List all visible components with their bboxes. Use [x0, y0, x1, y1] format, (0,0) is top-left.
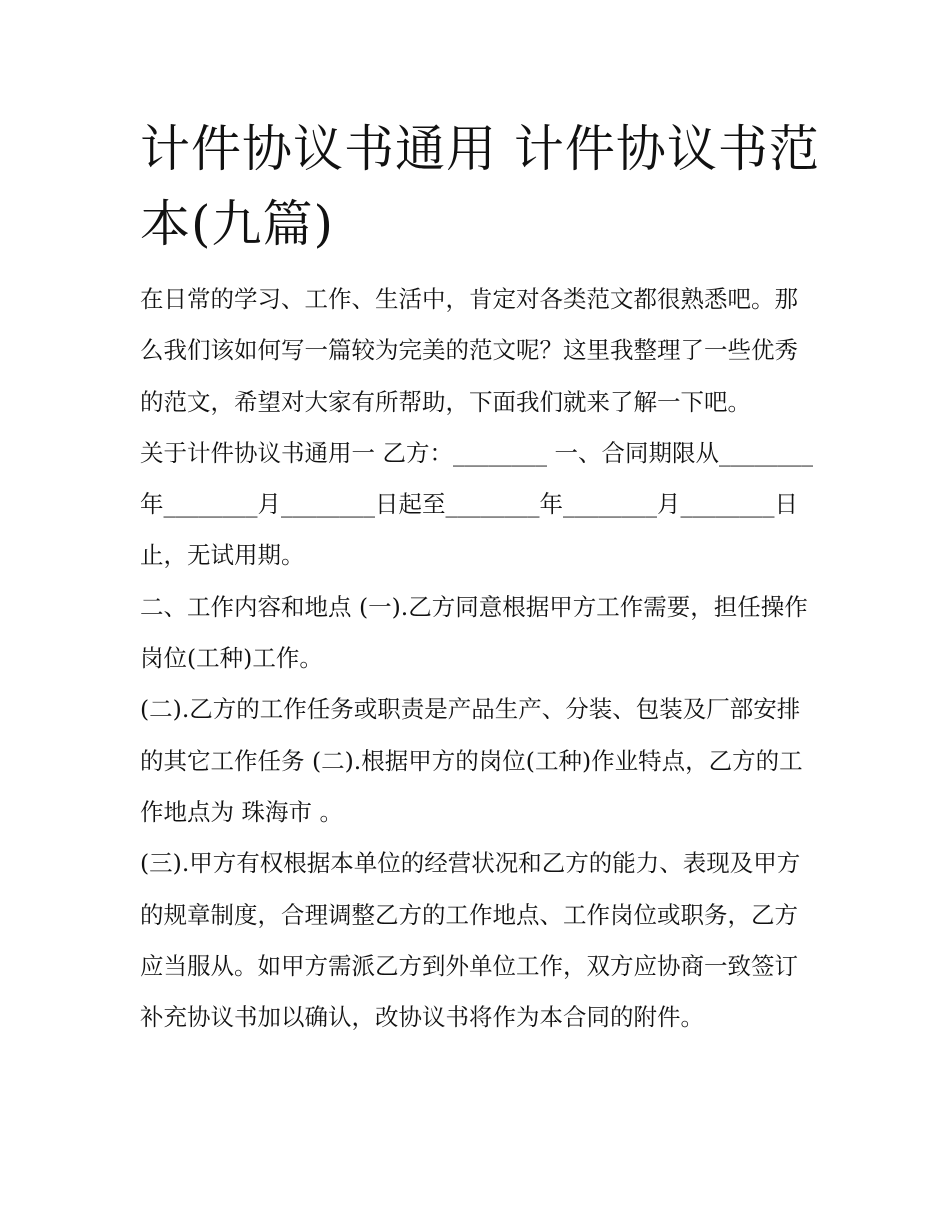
- document-title: 计件协议书通用 计件协议书范本(九篇): [140, 120, 820, 253]
- document-body: [140, 274, 820, 1043]
- paragraph-intro: 在日常的学习、工作、生活中，肯定对各类范文都很熟悉吧。那么我们该如何写一篇较为完美的范文呢？这里我整理了一些优秀的范文，希望对大家有所帮助，下面我们就来了解一下吧。: [140, 285, 798, 416]
- paragraph-work-duties: (二).乙方的工作任务或职责是产品生产、分装、包装及厂部安排的其它工作任务 (二).根据甲方的岗位(工种)作业特点，乙方的工作地点为 珠海市 。: [140, 695, 803, 826]
- paragraph-contract-term: 关于计件协议书通用一 乙方：________ 一、合同期限从________年________月________日起至________年________月________日止，无试用期。: [140, 438, 813, 570]
- paragraph-work-content: 二、工作内容和地点 (一).乙方同意根据甲方工作需要，担任操作岗位(工种)工作。: [140, 592, 808, 673]
- paragraph-adjustment: (三).甲方有权根据本单位的经营状况和乙方的能力、表现及甲方的规章制度，合理调整乙方的工作地点、工作岗位或职务，乙方应当服从。如甲方需派乙方到外单位工作，双方应协商一致签订补充协议书加以确认，改协议书将作为本合同的附件。: [140, 849, 801, 1032]
